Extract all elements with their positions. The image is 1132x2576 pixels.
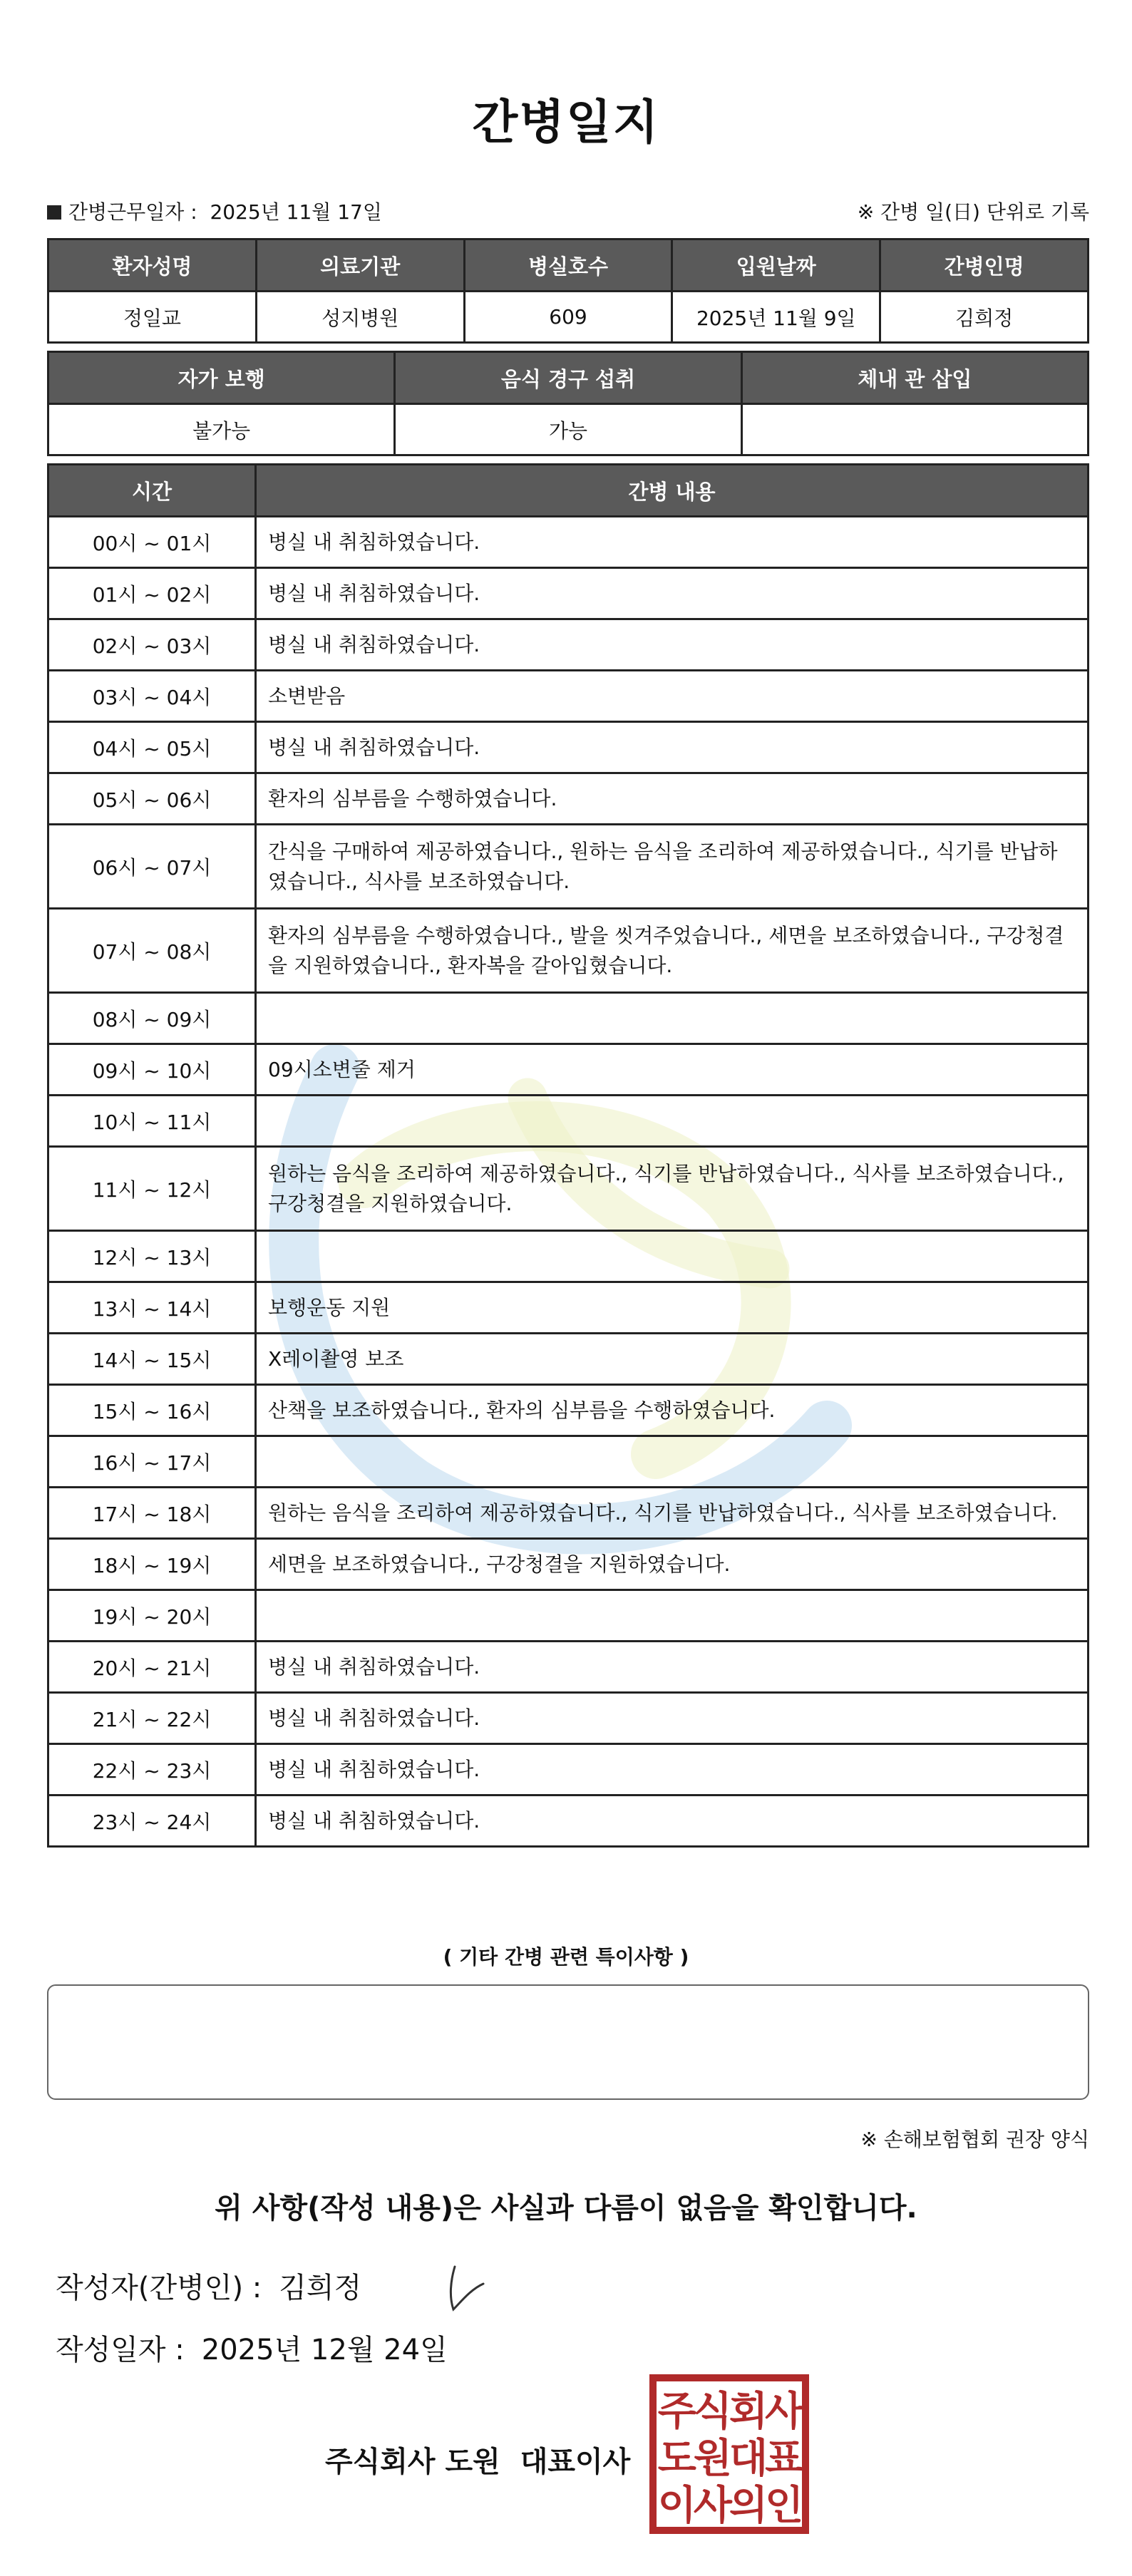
log-content — [256, 1231, 1089, 1282]
log-row — [48, 909, 1089, 993]
log-time: 12시 ~ 13시 — [48, 1231, 256, 1282]
written-date-value: 2025년 12월 24일 — [201, 2334, 448, 2366]
status-value-row — [48, 404, 1089, 455]
svg-text:주식회사: 주식회사 — [657, 2389, 801, 2435]
log-time: 04시 ~ 05시 — [48, 722, 256, 773]
log-time: 10시 ~ 11시 — [48, 1096, 256, 1147]
log-content: 보행운동 지원 — [256, 1282, 1089, 1334]
company-name: 주식회사 도원 — [325, 2446, 500, 2478]
log-time: 18시 ~ 19시 — [48, 1539, 256, 1590]
status-header-cell: 자가 보행 — [48, 352, 395, 404]
log-content — [256, 1436, 1089, 1488]
log-time: 01시 ~ 02시 — [48, 568, 256, 619]
log-content: 09시소변줄 제거 — [256, 1044, 1089, 1096]
content-header: 간병 내용 — [256, 465, 1089, 517]
work-date-label: 간병근무일자 : — [68, 200, 197, 224]
status-header-row — [48, 352, 1089, 404]
admission-date: 2025년 11월 9일 — [672, 292, 880, 343]
log-content — [256, 993, 1089, 1044]
log-time: 05시 ~ 06시 — [48, 773, 256, 825]
status-header-cell: 체내 관 삽입 — [741, 352, 1088, 404]
confirmation-statement: 위 사항(작성 내용)은 사실과 다름이 없음을 확인합니다. — [215, 2192, 917, 2225]
log-row — [48, 825, 1089, 909]
log-time: 20시 ~ 21시 — [48, 1642, 256, 1693]
log-row — [48, 1385, 1089, 1436]
log-row — [48, 1231, 1089, 1282]
log-time: 00시 ~ 01시 — [48, 517, 256, 568]
log-content: 원하는 음식을 조리하여 제공하였습니다., 식기를 반납하였습니다., 식사를 보조하였습니다. — [256, 1488, 1089, 1539]
written-date-label: 작성일자 : — [56, 2334, 185, 2366]
association-note: ※ 손해보험협회 권장 양식 — [860, 2128, 1089, 2151]
log-row — [48, 1488, 1089, 1539]
patient-header-cell: 환자성명 — [48, 239, 257, 292]
log-row — [48, 1693, 1089, 1744]
log-row — [48, 1590, 1089, 1642]
log-row — [48, 1744, 1089, 1796]
log-content: 병실 내 취침하였습니다. — [256, 1744, 1089, 1796]
log-content: 병실 내 취침하였습니다. — [256, 722, 1089, 773]
tube-insertion-value — [741, 404, 1088, 455]
notes-heading: ( 기타 간병 관련 특이사항 ) — [443, 1945, 689, 1969]
log-row — [48, 1282, 1089, 1334]
log-content: 세면을 보조하였습니다., 구강청결을 지원하였습니다. — [256, 1539, 1089, 1590]
log-row — [48, 1044, 1089, 1096]
log-content: 원하는 음식을 조리하여 제공하였습니다., 식기를 반납하였습니다., 식사를 보조하였습니다., 구강청결을 지원하였습니다. — [256, 1147, 1089, 1231]
log-row — [48, 1796, 1089, 1847]
log-row — [48, 1147, 1089, 1231]
log-time: 08시 ~ 09시 — [48, 993, 256, 1044]
time-header: 시간 — [48, 465, 256, 517]
log-time: 13시 ~ 14시 — [48, 1282, 256, 1334]
unit-note: ※ 간병 일(日) 단위로 기록 — [857, 200, 1089, 224]
work-date-value: 2025년 11월 17일 — [210, 200, 382, 224]
log-body — [48, 517, 1089, 1847]
log-time: 16시 ~ 17시 — [48, 1436, 256, 1488]
patient-name: 정일교 — [48, 292, 257, 343]
notes-box — [47, 1984, 1089, 2100]
log-content: 간식을 구매하여 제공하였습니다., 원하는 음식을 조리하여 제공하였습니다., 식기를 반납하였습니다., 식사를 보조하였습니다. — [256, 825, 1089, 909]
oral-intake-value: 가능 — [395, 404, 741, 455]
log-time: 15시 ~ 16시 — [48, 1385, 256, 1436]
work-date-line — [47, 197, 382, 225]
patient-header-cell: 간병인명 — [880, 239, 1089, 292]
patient-header-row — [48, 239, 1089, 292]
patient-header-cell: 병실호수 — [464, 239, 672, 292]
log-content: 병실 내 취침하였습니다. — [256, 619, 1089, 671]
log-time: 03시 ~ 04시 — [48, 671, 256, 722]
writer-line — [56, 2265, 361, 2306]
signature-mark — [442, 2252, 499, 2317]
patient-header-cell: 의료기관 — [256, 239, 464, 292]
svg-text:도원대표: 도원대표 — [657, 2436, 801, 2482]
log-row — [48, 1539, 1089, 1590]
log-time: 07시 ~ 08시 — [48, 909, 256, 993]
log-row — [48, 1334, 1089, 1385]
room-number: 609 — [464, 292, 672, 343]
log-row — [48, 1642, 1089, 1693]
svg-text:이사의인: 이사의인 — [657, 2483, 801, 2529]
patient-info-table — [47, 238, 1089, 344]
log-row — [48, 1436, 1089, 1488]
writer-label: 작성자(간병인) : — [56, 2272, 262, 2304]
log-content: X레이촬영 보조 — [256, 1334, 1089, 1385]
log-time: 14시 ~ 15시 — [48, 1334, 256, 1385]
log-time: 09시 ~ 10시 — [48, 1044, 256, 1096]
log-time: 19시 ~ 20시 — [48, 1590, 256, 1642]
log-content: 병실 내 취침하였습니다. — [256, 517, 1089, 568]
document-title: 간병일지 — [472, 95, 660, 150]
log-row — [48, 773, 1089, 825]
self-walking-value: 불가능 — [48, 404, 395, 455]
log-time: 17시 ~ 18시 — [48, 1488, 256, 1539]
log-time: 11시 ~ 12시 — [48, 1147, 256, 1231]
company-seal-stamp — [649, 2374, 810, 2535]
log-content: 환자의 심부름을 수행하였습니다., 발을 씻겨주었습니다., 세면을 보조하였습니다., 구강청결을 지원하였습니다., 환자복을 갈아입혔습니다. — [256, 909, 1089, 993]
company-title: 대표이사 — [520, 2446, 631, 2478]
medical-institution: 성지병원 — [256, 292, 464, 343]
log-header-row — [48, 465, 1089, 517]
log-content — [256, 1096, 1089, 1147]
patient-header-cell: 입원날짜 — [672, 239, 880, 292]
log-content: 병실 내 취침하였습니다. — [256, 1693, 1089, 1744]
log-content: 병실 내 취침하였습니다. — [256, 1642, 1089, 1693]
patient-status-table — [47, 351, 1089, 456]
log-row — [48, 517, 1089, 568]
log-time: 22시 ~ 23시 — [48, 1744, 256, 1796]
status-header-cell: 음식 경구 섭취 — [395, 352, 741, 404]
written-date-line — [56, 2327, 448, 2368]
log-content: 산책을 보조하였습니다., 환자의 심부름을 수행하였습니다. — [256, 1385, 1089, 1436]
log-row — [48, 568, 1089, 619]
log-content — [256, 1590, 1089, 1642]
log-row — [48, 619, 1089, 671]
log-row — [48, 993, 1089, 1044]
log-content: 병실 내 취침하였습니다. — [256, 568, 1089, 619]
writer-name: 김희정 — [279, 2272, 362, 2304]
log-time: 02시 ~ 03시 — [48, 619, 256, 671]
company-line — [325, 2439, 630, 2480]
square-bullet-icon — [47, 205, 61, 220]
log-time: 21시 ~ 22시 — [48, 1693, 256, 1744]
patient-value-row — [48, 292, 1089, 343]
log-content: 환자의 심부름을 수행하였습니다. — [256, 773, 1089, 825]
log-time: 06시 ~ 07시 — [48, 825, 256, 909]
log-content: 병실 내 취침하였습니다. — [256, 1796, 1089, 1847]
log-content: 소변받음 — [256, 671, 1089, 722]
log-time: 23시 ~ 24시 — [48, 1796, 256, 1847]
log-row — [48, 1096, 1089, 1147]
care-log-table — [47, 463, 1089, 1848]
caregiver-name: 김희정 — [880, 292, 1089, 343]
log-row — [48, 671, 1089, 722]
log-row — [48, 722, 1089, 773]
